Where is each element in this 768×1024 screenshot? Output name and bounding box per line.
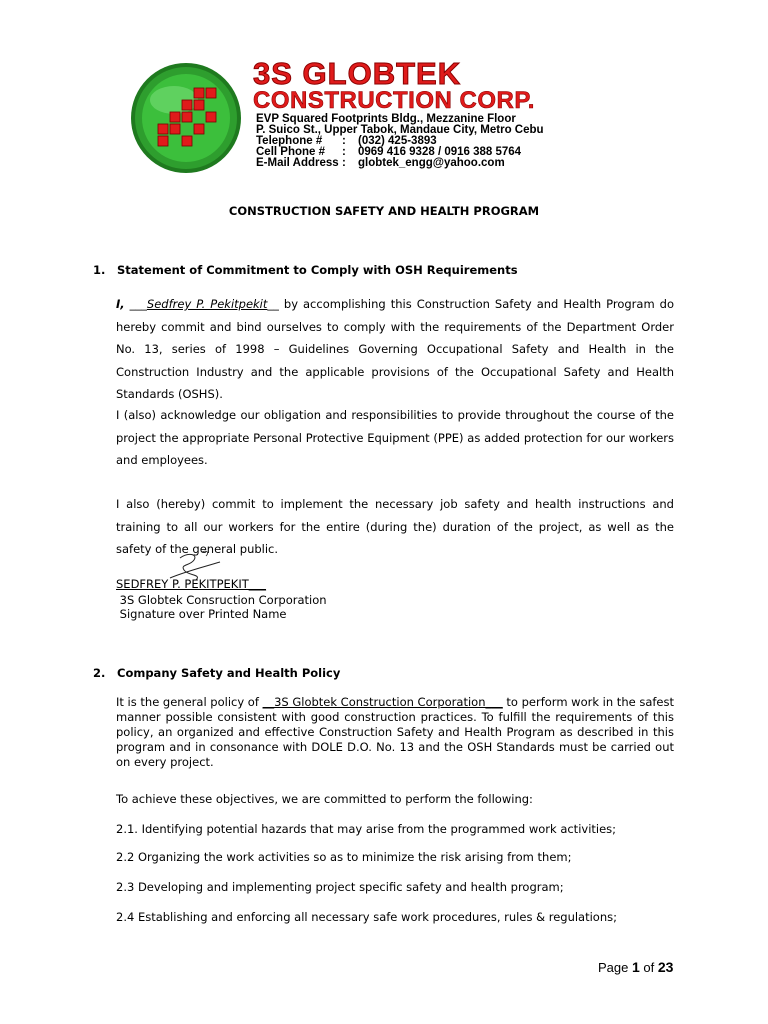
contact-label: E-Mail Address bbox=[256, 157, 339, 169]
paragraph-text: to perform work in the safest manner possible consistent with good construction practices. To fulfill the requirements of this policy, an organized and effective Construction Safety and Health Program as described in this program and in consonance with DOLE D.O. No. 13 and the OSH Standards must be carried out on every project. bbox=[116, 695, 674, 769]
section-2-heading bbox=[93, 666, 340, 680]
commitment-name: Sedfrey P. Pekitpekit bbox=[146, 297, 268, 311]
page-current: 1 bbox=[631, 959, 640, 975]
section-title: Statement of Commitment to Comply with OSH Requirements bbox=[117, 263, 518, 277]
paragraph-text: by accomplishing this Construction Safety and Health Program do hereby commit and bind ourselves to comply with the requirements of the Department Order No. 13, series of 1998 – Guidelines Governing Occupational Safety and Health in the Construction Industry and the applicable provisions of the Occupational Safety and Health Standards (OSHS). bbox=[116, 297, 675, 401]
company-logo-icon bbox=[130, 62, 242, 174]
page-total: 23 bbox=[657, 959, 674, 975]
section-1-paragraph-2: I (also) acknowledge our obligation and responsibilities to provide throughout the course of the project the appropriate Personal Protective Equipment (PPE) as added protection for our workers and employees. bbox=[116, 408, 674, 467]
blank-post: __ bbox=[267, 297, 279, 311]
section-1-paragraph-1 bbox=[116, 293, 674, 406]
company-name-blank: __3S Globtek Construction Corporation___ bbox=[262, 695, 503, 709]
section-2-paragraph-1 bbox=[116, 695, 674, 770]
list-item: 2.4 Establishing and enforcing all necessary safe work procedures, rules & regulations; bbox=[116, 910, 618, 924]
contact-value: (032) 425-3893 bbox=[358, 135, 437, 147]
signatory-caption: Signature over Printed Name bbox=[116, 607, 287, 621]
company-name: 3S GLOBTEK bbox=[253, 56, 462, 91]
contact-separator: : bbox=[342, 157, 346, 169]
contact-email bbox=[256, 157, 505, 170]
section-1-paragraph-3: I also (hereby) commit to implement the necessary job safety and health instructions and training to all our workers for the entire (during the) duration of the project, as well as the safety of the general public. bbox=[116, 497, 674, 556]
page-of: of bbox=[639, 960, 658, 975]
section-2-paragraph-2: To achieve these objectives, we are committed to perform the following: bbox=[116, 792, 533, 806]
list-item: 2.2 Organizing the work activities so as to minimize the risk arising from them; bbox=[116, 850, 572, 864]
contact-label: Telephone # bbox=[256, 135, 323, 147]
section-number: 2. bbox=[93, 666, 106, 680]
contact-value: globtek_engg@yahoo.com bbox=[358, 157, 505, 169]
contact-label: Cell Phone # bbox=[256, 146, 326, 158]
contact-separator: : bbox=[342, 135, 346, 147]
signatory-company: 3S Globtek Consruction Corporation bbox=[116, 593, 327, 607]
address-line-2: P. Suico St., Upper Tabok, Mandaue City, Metro Cebu bbox=[256, 124, 544, 136]
signatory-name: SEDFREY P. PEKITPEKIT___ bbox=[116, 577, 266, 591]
page-label: Page bbox=[598, 960, 632, 975]
section-1-heading bbox=[93, 263, 518, 277]
pronoun-i: I, bbox=[116, 297, 125, 311]
page-number bbox=[598, 959, 673, 975]
contact-separator: : bbox=[342, 146, 346, 158]
address-line-1: EVP Squared Footprints Bldg., Mezzanine Floor bbox=[256, 113, 516, 125]
section-title: Company Safety and Health Policy bbox=[117, 666, 341, 680]
paragraph-text: It is the general policy of bbox=[116, 695, 263, 709]
section-number: 1. bbox=[93, 263, 106, 277]
list-item: 2.3 Developing and implementing project specific safety and health program; bbox=[116, 880, 564, 894]
list-item: 2.1. Identifying potential hazards that may arise from the programmed work activities; bbox=[116, 822, 617, 836]
document-title: CONSTRUCTION SAFETY AND HEALTH PROGRAM bbox=[228, 204, 540, 218]
company-subtitle: CONSTRUCTION CORP. bbox=[253, 87, 535, 114]
contact-value: 0969 416 9328 / 0916 388 5764 bbox=[358, 146, 522, 158]
blank-pre: ___ bbox=[129, 297, 147, 311]
